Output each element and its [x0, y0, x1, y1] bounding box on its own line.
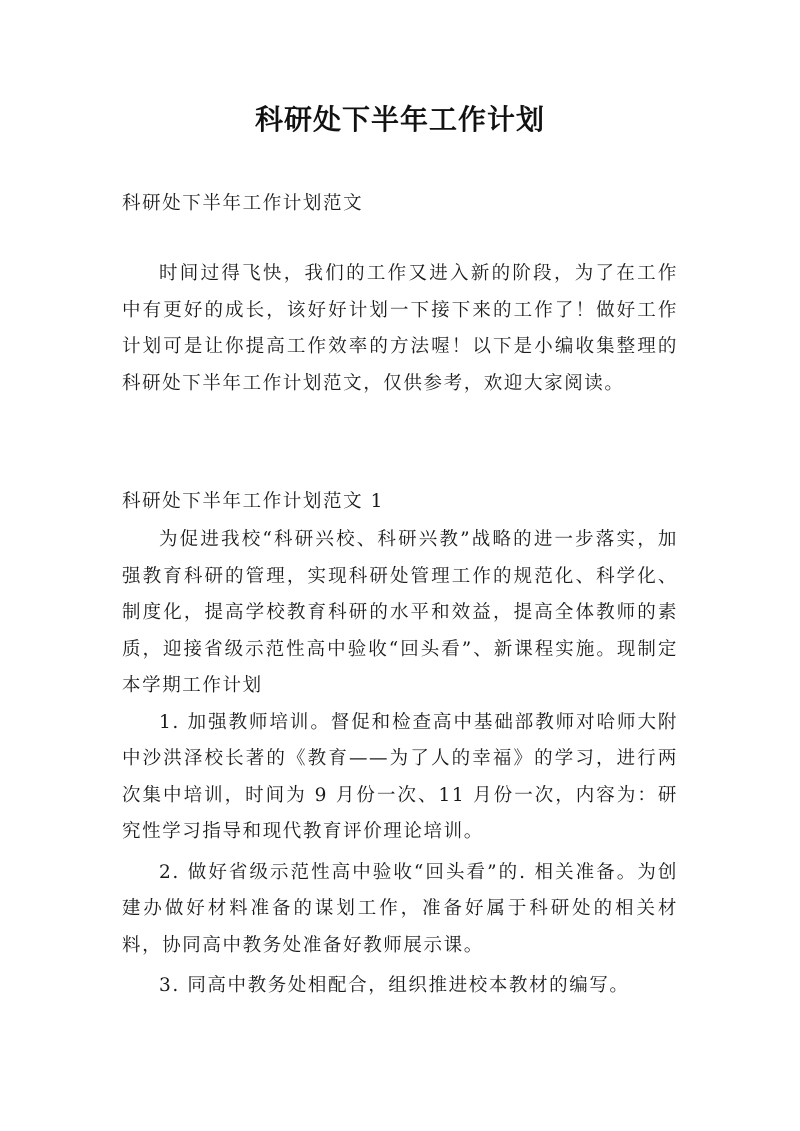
list-item-1: 1. 加强教师培训。督促和检查高中基础部教师对哈师大附中沙洪泽校长著的《教育——为了人的幸福》的学习，进行两次集中培训，时间为 9 月份一次、11 月份一次，内容为：研究性学习指导和现代教育评价理论培训。 — [122, 711, 678, 842]
intro-text: 时间过得飞快，我们的工作又进入新的阶段，为了在工作中有更好的成长，该好好计划一下接下来的工作了！做好工作计划可是让你提高工作效率的方法喔！以下是小编收集整理的科研处下半年工作计划范文，仅供参考，欢迎大家阅读。 — [122, 263, 678, 394]
document-subtitle: 科研处下半年工作计划范文 — [122, 193, 364, 214]
section-paragraph: 为促进我校“科研兴校、科研兴教”战略的进一步落实，加强教育科研的管理，实现科研处管理工作的规范化、科学化、制度化，提高学校教育科研的水平和效益，提高全体教师的素质，迎接省级示范性高中验收“回头看”、新课程实施。现制定本学期工作计划 — [122, 529, 678, 696]
document-title: 科研处下半年工作计划 — [254, 103, 545, 136]
section-body — [122, 522, 678, 1005]
list-item-2: 2. 做好省级示范性高中验收“回头看”的. 相关准备。为创建办做好材料准备的谋划工作，准备好属于科研处的相关材料，协同高中教务处准备好教师展示课。 — [122, 861, 678, 956]
intro-paragraph — [122, 256, 678, 402]
list-item-3: 3. 同高中教务处相配合，组织推进校本教材的编写。 — [159, 975, 630, 996]
section-heading: 科研处下半年工作计划范文 1 — [122, 491, 385, 512]
